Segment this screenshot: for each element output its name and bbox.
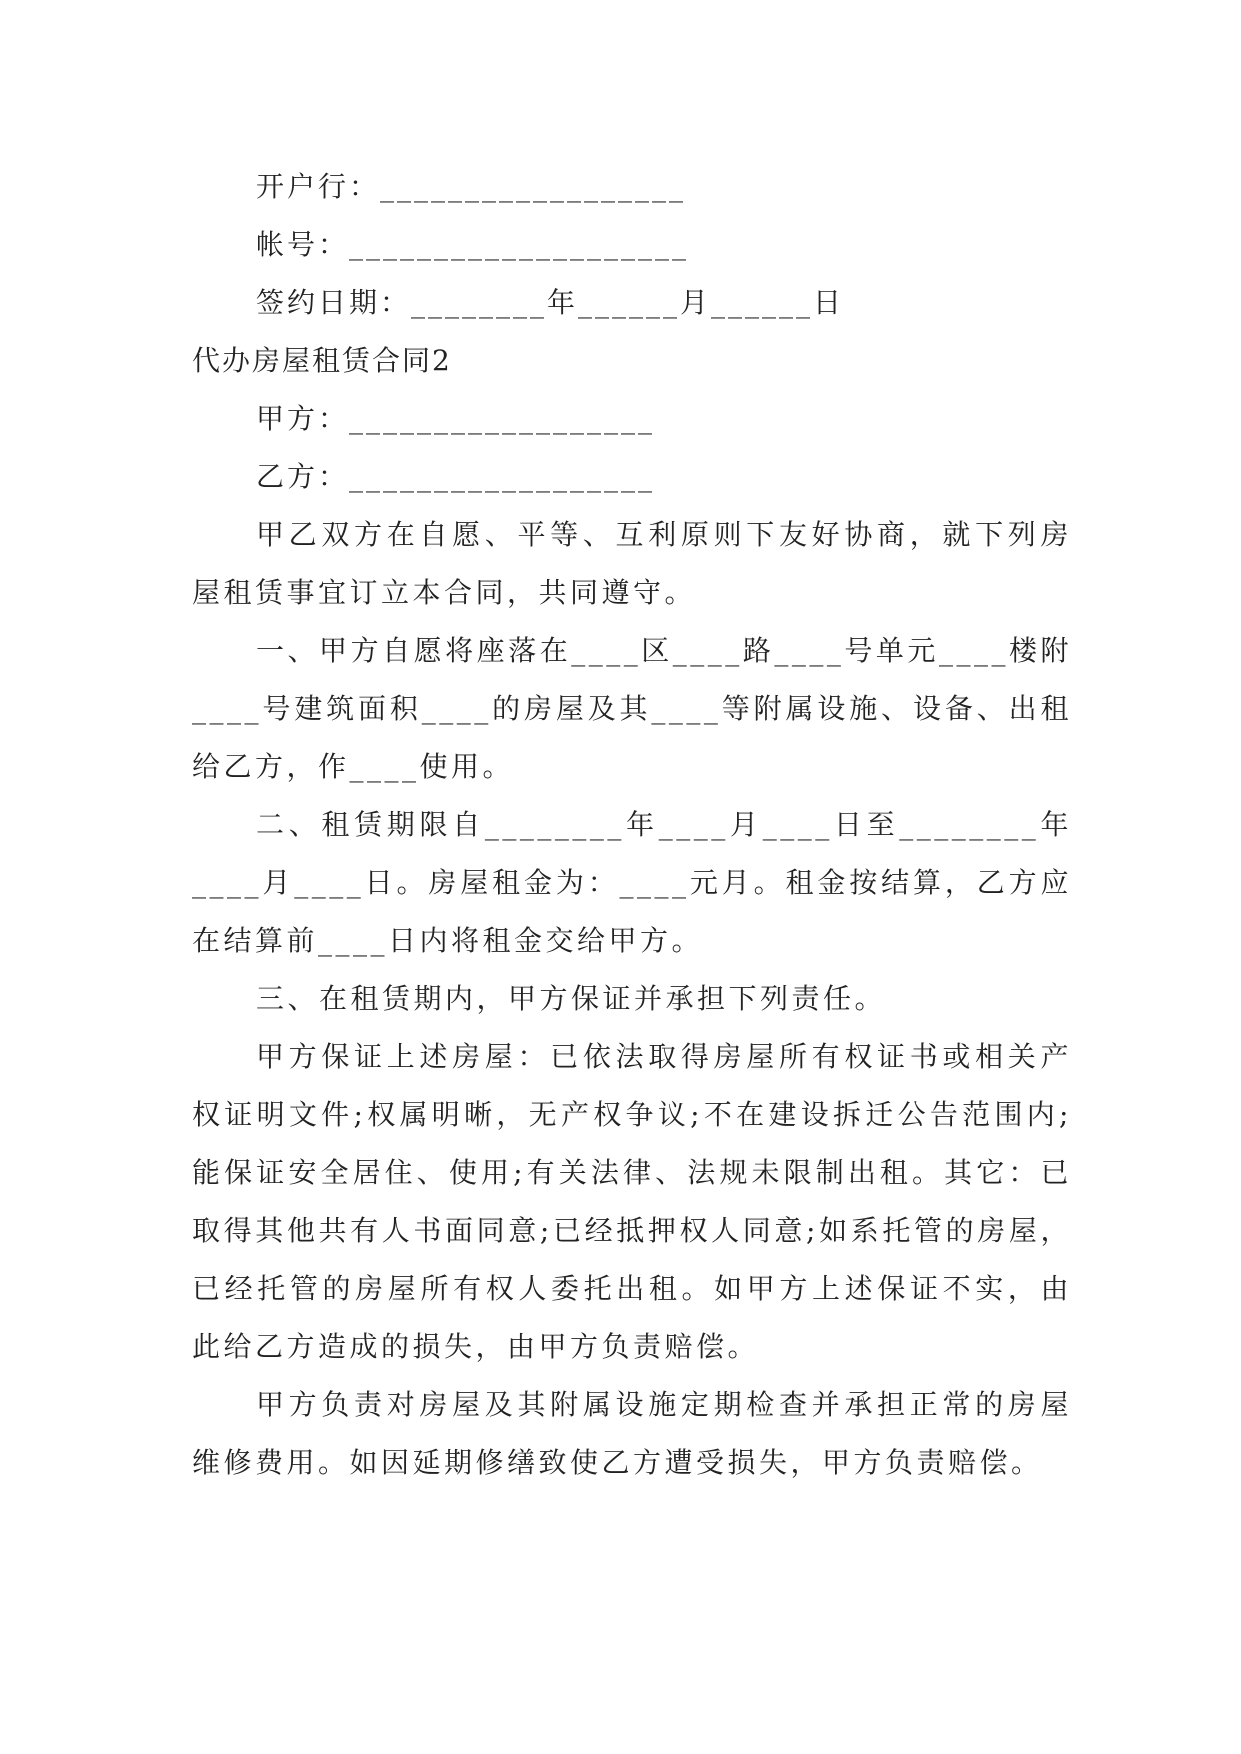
contract-title: 代办房屋租赁合同2 [192,344,452,377]
paragraph-intro: 甲乙双方在自愿、平等、互利原则下友好协商，就下列房屋租赁事宜订立本合同，共同遵守。 [192,518,1072,609]
paragraph-guarantee: 甲方保证上述房屋：已依法取得房屋所有权证书或相关产权证明文件;权属明晰，无产权争议;不在建设拆迁公告范围内;能保证安全居住、使用;有关法律、法规未限制出租。其它：已取得其他共有人书面同意;已经抵押权人同意;如系托管的房屋，已经托管的房屋所有权人委托出租。如甲方上述保证不实，由此给乙方造成的损失，由甲方负责赔偿。 [192,1040,1072,1363]
paragraph-clause-2: 二、租赁期限自________年____月____日至________年____月____日。房屋租金为：____元月。租金按结算，乙方应在结算前____日内将租金交给甲方。 [192,808,1072,957]
bank-line: 开户行：__________________ [256,170,687,203]
document-body [192,158,1072,1492]
paragraph-clause-1: 一、甲方自愿将座落在____区____路____号单元____楼附____号建筑面积____的房屋及其____等附属设施、设备、出租给乙方，作____使用。 [192,634,1072,783]
sign-date-line: 签约日期：________年______月______日 [256,286,845,319]
party-a-line: 甲方：__________________ [256,402,656,435]
paragraph-maintenance: 甲方负责对房屋及其附属设施定期检查并承担正常的房屋维修费用。如因延期修缮致使乙方遭受损失，甲方负责赔偿。 [192,1388,1072,1479]
paragraph-clause-3: 三、在租赁期内，甲方保证并承担下列责任。 [256,982,887,1015]
party-b-line: 乙方：__________________ [256,460,656,493]
account-line: 帐号：____________________ [256,228,690,261]
